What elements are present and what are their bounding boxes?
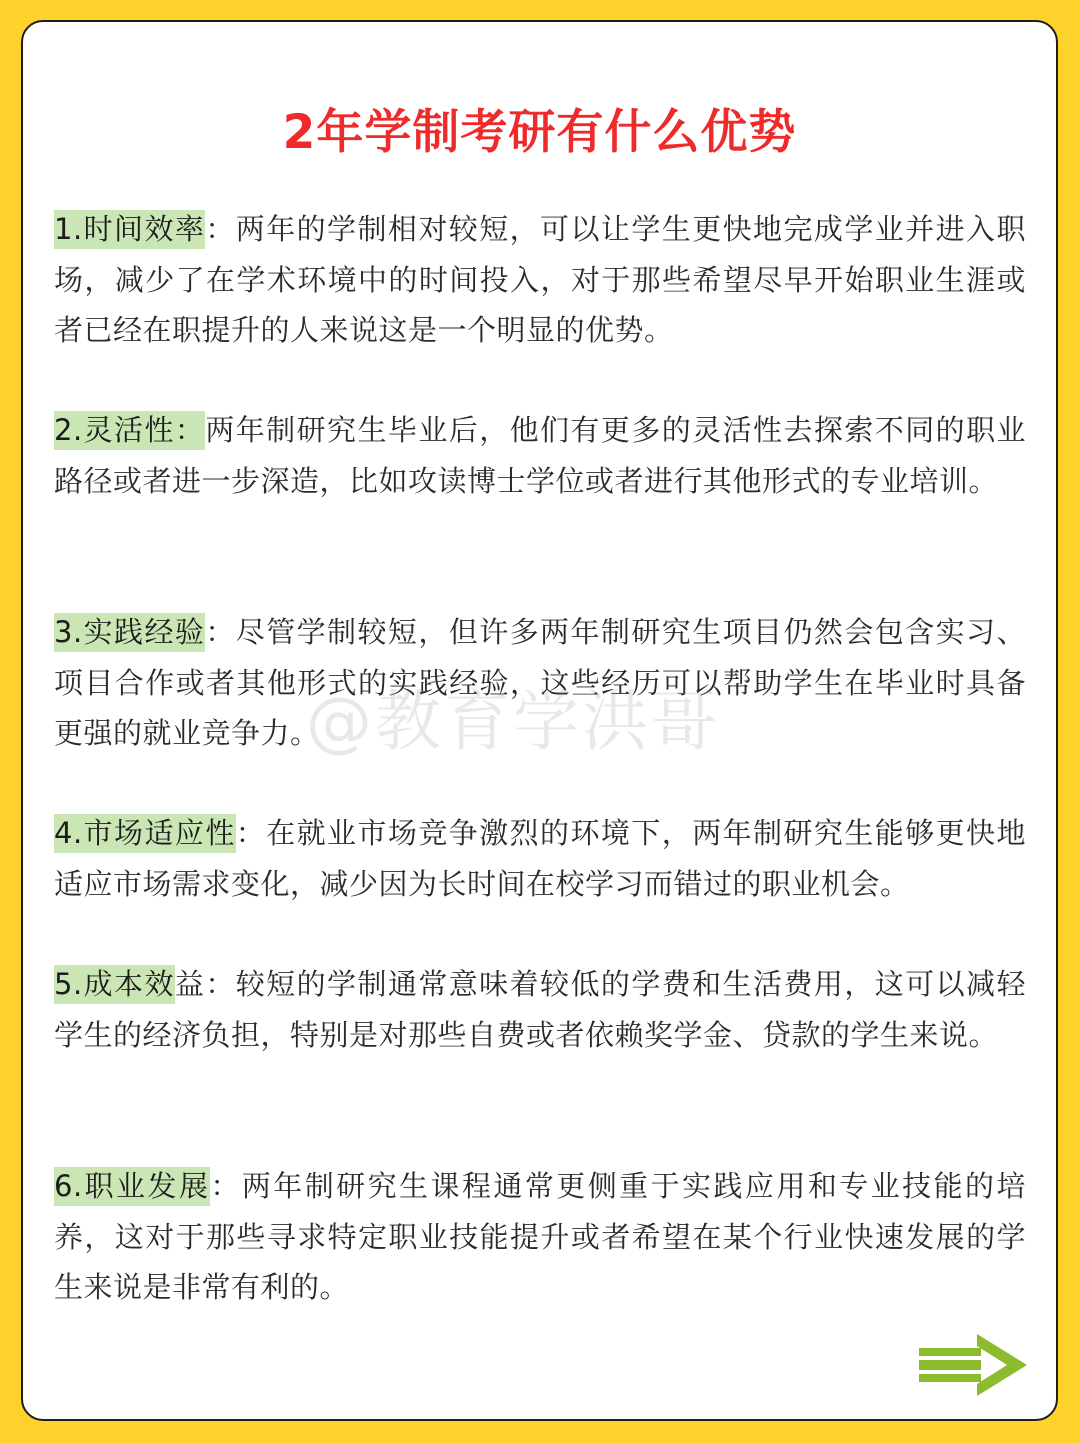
section-body: 两年制研究生毕业后，他们有更多的灵活性去探索不同的职业路径或者进一步深造，比如攻读博士学位或者进行其他形式的专业培训。 — [54, 413, 1026, 498]
arrow-right-icon[interactable] — [919, 1334, 1029, 1396]
section-body: 在就业市场竞争激烈的环境下，两年制研究生能够更快地适应市场需求变化，减少因为长时间在校学习而错过的职业机会。 — [54, 816, 1026, 901]
section-heading: 5.成本效 — [54, 965, 175, 1004]
section-separator: ： — [205, 615, 236, 649]
section-body: 两年的学制相对较短，可以让学生更快地完成学业并进入职场，减少了在学术环境中的时间投入，对于那些希望尽早开始职业生涯或者已经在职提升的人来说这是一个明显的优势。 — [54, 212, 1026, 347]
section-separator: ： — [205, 212, 236, 246]
section-separator: ： — [235, 816, 267, 850]
section-body: 两年制研究生课程通常更侧重于实践应用和专业技能的培养，这对于那些寻求特定职业技能提升或者希望在某个行业快速发展的学生来说是非常有利的。 — [54, 1169, 1026, 1304]
section-body: 尽管学制较短，但许多两年制研究生项目仍然会包含实习、项目合作或者其他形式的实践经验，这些经历可以帮助学生在毕业时具备更强的就业竞争力。 — [54, 615, 1026, 750]
section-career-development — [54, 1161, 1026, 1313]
section-cost-benefit — [54, 959, 1026, 1060]
section-flexibility — [54, 405, 1026, 506]
content-card — [21, 20, 1058, 1421]
section-practical-experience — [54, 607, 1026, 759]
section-separator: ： — [210, 1169, 242, 1203]
section-market-adaptability — [54, 808, 1026, 909]
section-heading: 4.市场适应性 — [54, 814, 236, 853]
section-heading: 6.职业发展 — [54, 1167, 210, 1206]
page-title: 2年学制考研有什么优势 — [282, 105, 797, 160]
section-body: 较短的学制通常意味着较低的学费和生活费用，这可以减轻学生的经济负担，特别是对那些自费或者依赖奖学金、贷款的学生来说。 — [54, 967, 1026, 1052]
section-heading: 2.灵活性： — [54, 411, 205, 450]
section-heading: 1.时间效率 — [54, 210, 205, 249]
watermark: @教育学洪哥 — [306, 683, 720, 760]
section-heading: 3.实践经验 — [54, 613, 205, 652]
section-time-efficiency — [54, 204, 1026, 356]
section-separator: 益： — [174, 967, 236, 1001]
